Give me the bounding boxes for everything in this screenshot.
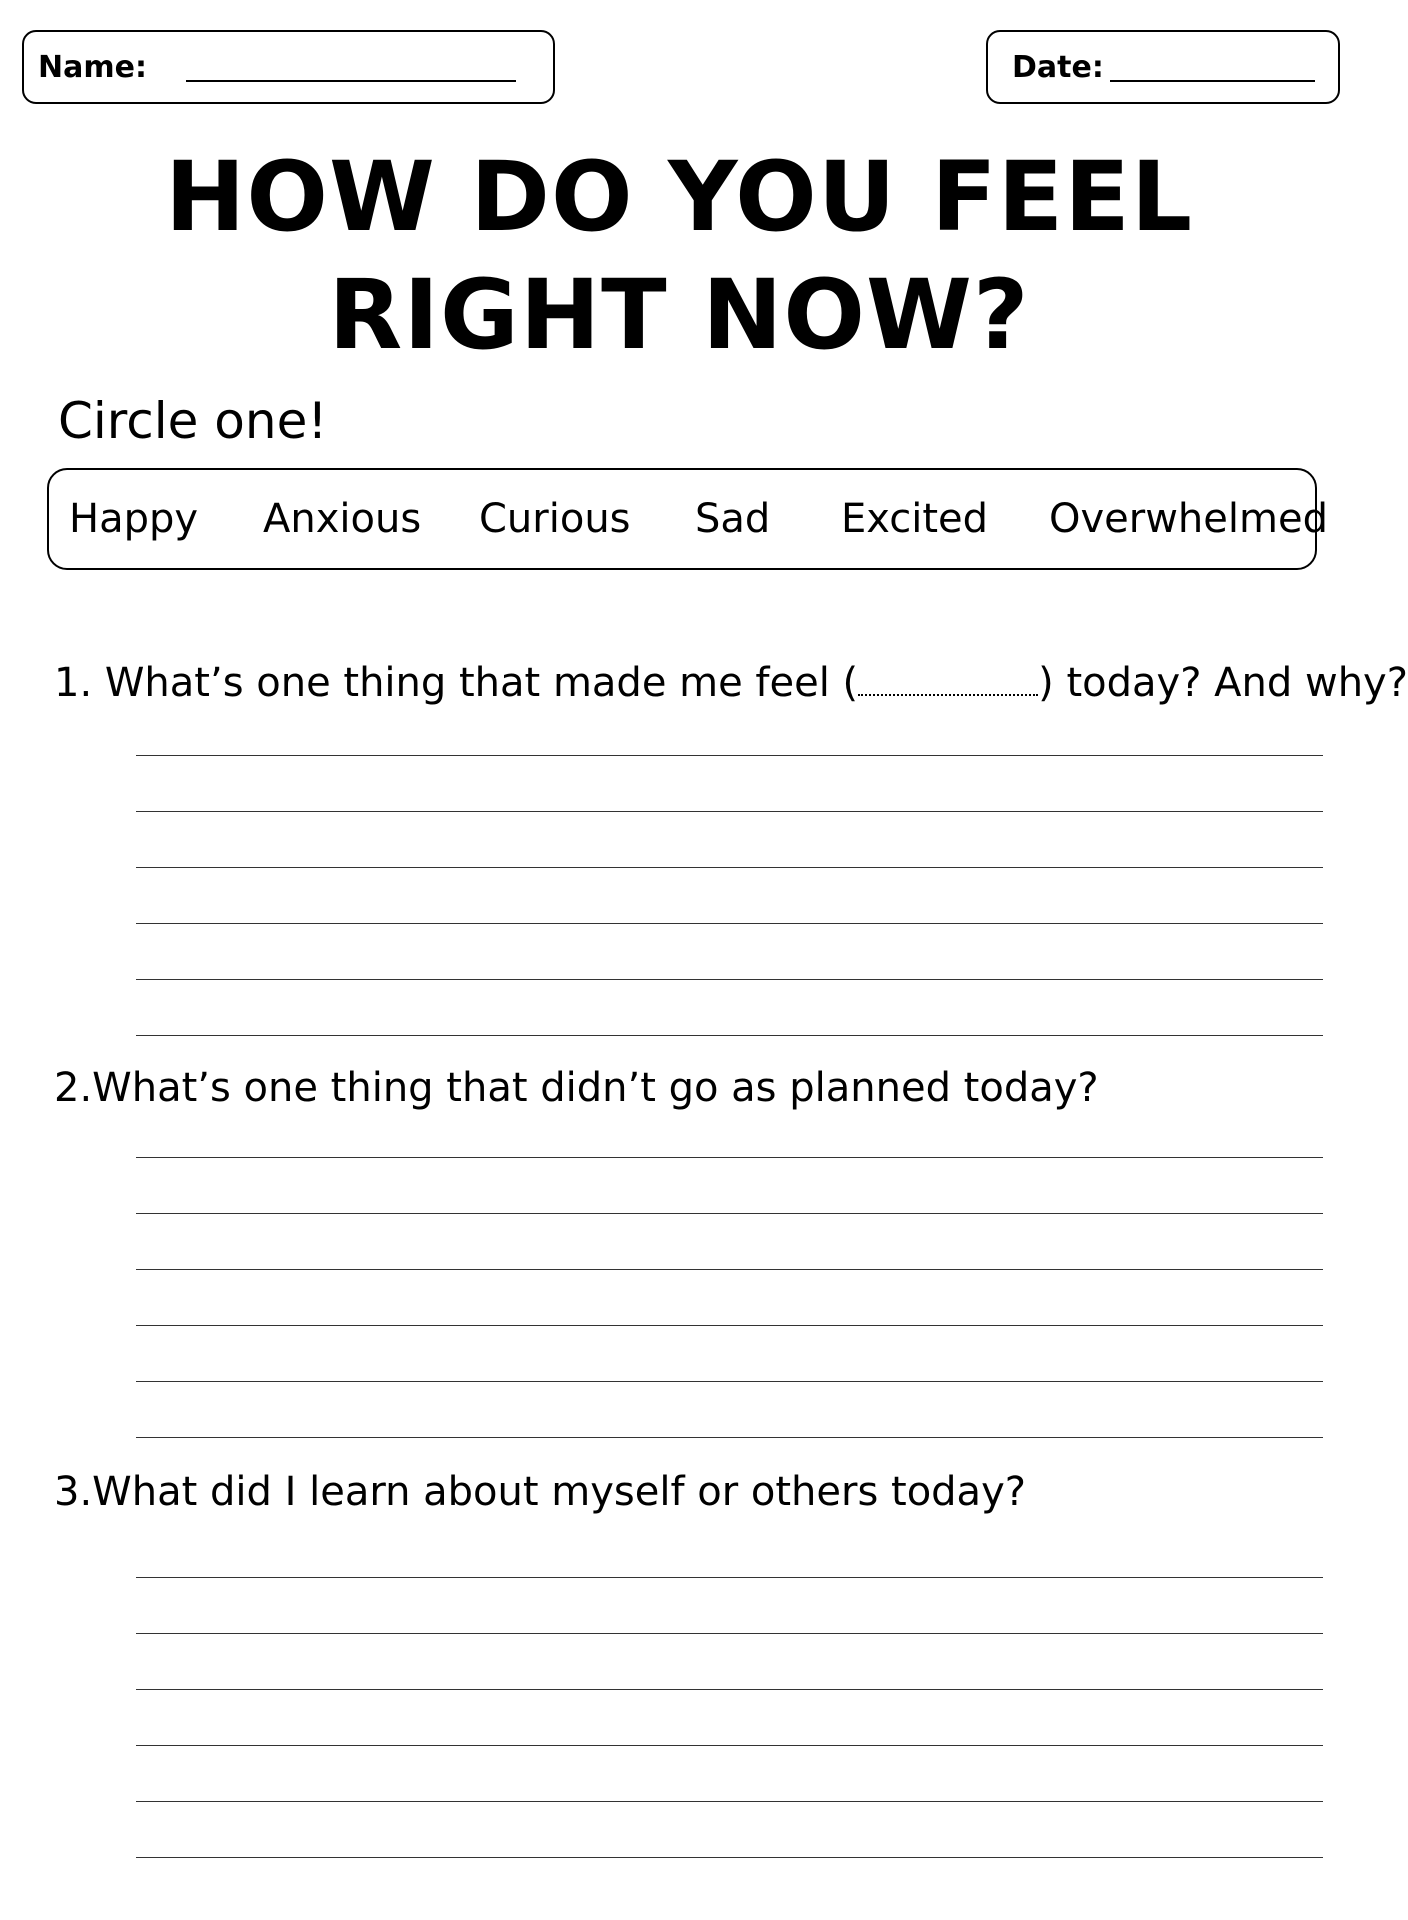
- date-field[interactable]: [986, 30, 1340, 104]
- question-3: 3.What did I learn about myself or others today?: [54, 1469, 1026, 1515]
- answer-line[interactable]: [136, 1437, 1323, 1438]
- date-label: Date:: [1012, 49, 1104, 85]
- name-field[interactable]: [22, 30, 555, 104]
- question-1: [54, 660, 1408, 706]
- title-line-2: RIGHT NOW?: [328, 259, 1030, 371]
- title-line-1: HOW DO YOU FEEL: [165, 141, 1193, 253]
- answer-line[interactable]: [136, 867, 1323, 868]
- answer-line[interactable]: [136, 1633, 1323, 1634]
- answer-line[interactable]: [136, 979, 1323, 980]
- question-2: 2.What’s one thing that didn’t go as planned today?: [54, 1065, 1099, 1111]
- answer-line[interactable]: [136, 1213, 1323, 1214]
- feelings-options-box: [47, 468, 1328, 570]
- answer-line[interactable]: [136, 1269, 1323, 1270]
- answer-line[interactable]: [136, 1157, 1323, 1158]
- question-1-text-start: 1. What’s one thing that made me feel (: [54, 660, 859, 706]
- answer-line[interactable]: [136, 923, 1323, 924]
- question-1-text-end: ) today? And why?: [1038, 660, 1408, 706]
- answer-line[interactable]: [136, 1745, 1323, 1746]
- answer-line[interactable]: [136, 1325, 1323, 1326]
- feeling-option-happy[interactable]: Happy: [69, 496, 199, 542]
- answer-line[interactable]: [136, 1801, 1323, 1802]
- answer-line[interactable]: [136, 755, 1323, 756]
- feeling-option-overwhelmed[interactable]: Overwhelmed: [1049, 496, 1328, 542]
- answer-line[interactable]: [136, 1035, 1323, 1036]
- answer-line[interactable]: [136, 1857, 1323, 1858]
- name-label: Name:: [38, 49, 147, 85]
- answer-line[interactable]: [136, 1689, 1323, 1690]
- instruction-text: Circle one!: [58, 392, 328, 450]
- answer-line[interactable]: [136, 1381, 1323, 1382]
- feeling-option-curious[interactable]: Curious: [479, 496, 631, 542]
- answer-line[interactable]: [136, 811, 1323, 812]
- date-write-line[interactable]: [1110, 80, 1315, 82]
- name-write-line[interactable]: [186, 80, 516, 82]
- answer-line[interactable]: [136, 1577, 1323, 1578]
- page-title: [0, 138, 1358, 374]
- feeling-blank[interactable]: [858, 676, 1038, 696]
- feeling-option-excited[interactable]: Excited: [841, 496, 989, 542]
- feeling-option-sad[interactable]: Sad: [695, 496, 771, 542]
- feeling-option-anxious[interactable]: Anxious: [263, 496, 422, 542]
